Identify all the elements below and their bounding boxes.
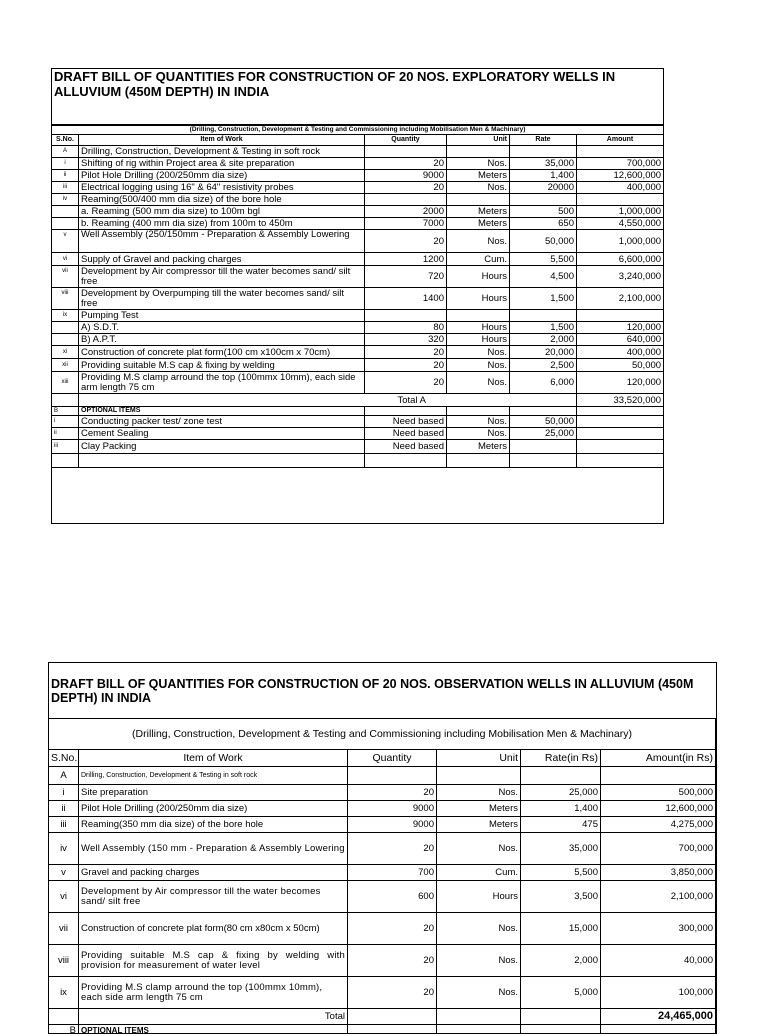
row-sno: ix bbox=[49, 977, 79, 1009]
row-item: Gravel and packing charges bbox=[79, 865, 348, 881]
row-amount: 500,000 bbox=[601, 785, 716, 801]
row-item: Providing suitable M.S cap & fixing by welding with provision for measurement of water level bbox=[79, 945, 348, 977]
row-quantity: Need based bbox=[365, 440, 447, 454]
row-unit: Nos. bbox=[447, 158, 510, 170]
row-quantity: 1400 bbox=[365, 288, 447, 310]
section-title: Drilling, Construction, Development & Testing in soft rock bbox=[79, 146, 365, 158]
table-row bbox=[49, 785, 716, 801]
row-quantity: 20 bbox=[348, 833, 437, 865]
row-unit: Hours bbox=[447, 288, 510, 310]
row-item: Shifting of rig within Project area & site preparation bbox=[79, 158, 365, 170]
row-unit: Nos. bbox=[447, 346, 510, 359]
optional-row bbox=[52, 416, 664, 428]
row-amount: 100,000 bbox=[601, 977, 716, 1009]
row-rate: 3,500 bbox=[521, 881, 601, 913]
row-sno: vii bbox=[52, 266, 79, 288]
row-unit: Nos. bbox=[437, 977, 521, 1009]
row-unit: Meters bbox=[437, 801, 521, 817]
row-item: Pilot Hole Drilling (200/250mm dia size) bbox=[79, 801, 348, 817]
row-sno: xiii bbox=[52, 372, 79, 394]
row-rate: 5,000 bbox=[521, 977, 601, 1009]
row-item: Providing M.S clamp arround the top (100mmx 10mm), each side arm length 75 cm bbox=[79, 977, 348, 1009]
row-sno: i bbox=[52, 158, 79, 170]
row-sno bbox=[52, 322, 79, 334]
row-unit: Cum. bbox=[447, 253, 510, 266]
row-amount: 2,100,000 bbox=[577, 288, 664, 310]
row-amount: 700,000 bbox=[577, 158, 664, 170]
row-quantity: 320 bbox=[365, 334, 447, 346]
row-item: Conducting packer test/ zone test bbox=[79, 416, 365, 428]
row-unit bbox=[447, 194, 510, 206]
row-sno: v bbox=[49, 865, 79, 881]
row-item: Development by Air compressor till the water becomes sand/ silt free bbox=[79, 266, 365, 288]
row-item: Reaming(500/400 mm dia size) of the bore hole bbox=[79, 194, 365, 206]
table-row bbox=[52, 158, 664, 170]
section-a-row bbox=[49, 767, 716, 785]
total-amount: 24,465,000 bbox=[601, 1009, 716, 1025]
subtitle: (Drilling, Construction, Development & Testing and Commissioning including Mobilisation Men & Machinary) bbox=[52, 126, 664, 135]
total-label: Total bbox=[79, 1009, 348, 1025]
row-item: A) S.D.T. bbox=[79, 322, 365, 334]
table-row bbox=[49, 865, 716, 881]
table-row bbox=[52, 218, 664, 230]
optional-title: OPTIONAL ITEMS bbox=[79, 407, 365, 416]
row-amount: 50,000 bbox=[577, 359, 664, 372]
table-row bbox=[49, 881, 716, 913]
row-item: Cement Sealing bbox=[79, 428, 365, 440]
optional-title: OPTIONAL ITEMS bbox=[79, 1025, 348, 1034]
row-item: Development by Overpumping till the water becomes sand/ silt free bbox=[79, 288, 365, 310]
row-rate: 650 bbox=[510, 218, 577, 230]
row-unit: Meters bbox=[447, 440, 510, 454]
header-amount: Amount bbox=[577, 135, 664, 146]
row-sno: ii bbox=[52, 428, 79, 440]
table-row bbox=[52, 310, 664, 322]
row-item: Well Assembly (250/150mm - Preparation & Assembly Lowering bbox=[79, 230, 365, 253]
table-row bbox=[52, 182, 664, 194]
row-quantity: 600 bbox=[348, 881, 437, 913]
row-sno: iv bbox=[52, 194, 79, 206]
row-rate: 50,000 bbox=[510, 416, 577, 428]
row-sno: ii bbox=[52, 170, 79, 182]
row-sno: iv bbox=[49, 833, 79, 865]
table-row bbox=[52, 346, 664, 359]
row-quantity: 20 bbox=[348, 945, 437, 977]
row-rate: 475 bbox=[521, 817, 601, 833]
row-quantity: 9000 bbox=[365, 170, 447, 182]
row-sno: iii bbox=[52, 440, 79, 454]
row-quantity: 20 bbox=[365, 372, 447, 394]
table-row bbox=[52, 266, 664, 288]
optional-sno: B bbox=[52, 407, 79, 416]
row-amount: 400,000 bbox=[577, 182, 664, 194]
row-item: Electrical logging using 16" & 64" resistivity probes bbox=[79, 182, 365, 194]
row-sno: iii bbox=[49, 817, 79, 833]
row-unit: Nos. bbox=[447, 428, 510, 440]
row-quantity: 20 bbox=[348, 977, 437, 1009]
row-unit: Cum. bbox=[437, 865, 521, 881]
table-row bbox=[49, 833, 716, 865]
row-quantity: 1200 bbox=[365, 253, 447, 266]
row-sno: viii bbox=[52, 288, 79, 310]
table-row bbox=[52, 194, 664, 206]
header-quantity: Quantity bbox=[348, 750, 437, 767]
row-item: Pumping Test bbox=[79, 310, 365, 322]
section-sno: A bbox=[49, 767, 79, 785]
row-amount: 4,550,000 bbox=[577, 218, 664, 230]
row-item: Well Assembly (150 mm - Preparation & Assembly Lowering bbox=[79, 833, 348, 865]
header-row bbox=[52, 135, 664, 146]
row-rate: 500 bbox=[510, 206, 577, 218]
bill-of-quantities-table bbox=[51, 125, 664, 468]
row-quantity: 80 bbox=[365, 322, 447, 334]
row-unit: Nos. bbox=[447, 416, 510, 428]
row-amount: 40,000 bbox=[601, 945, 716, 977]
row-item: Clay Packing bbox=[79, 440, 365, 454]
table-row bbox=[52, 170, 664, 182]
row-quantity: 700 bbox=[348, 865, 437, 881]
optional-sno: B bbox=[49, 1025, 79, 1034]
row-unit: Hours bbox=[447, 322, 510, 334]
subtitle-row bbox=[49, 719, 716, 750]
row-rate: 2,000 bbox=[521, 945, 601, 977]
row-item: a. Reaming (500 mm dia size) to 100m bgl bbox=[79, 206, 365, 218]
row-rate: 25,000 bbox=[521, 785, 601, 801]
row-unit: Hours bbox=[447, 266, 510, 288]
row-quantity: 20 bbox=[348, 785, 437, 801]
optional-header-row bbox=[49, 1025, 716, 1034]
row-amount: 400,000 bbox=[577, 346, 664, 359]
table-row bbox=[52, 288, 664, 310]
header-rate: Rate bbox=[510, 135, 577, 146]
row-sno: vi bbox=[52, 253, 79, 266]
row-amount: 1,000,000 bbox=[577, 206, 664, 218]
row-sno bbox=[52, 206, 79, 218]
row-quantity: Need based bbox=[365, 416, 447, 428]
row-amount: 300,000 bbox=[601, 913, 716, 945]
row-sno: i bbox=[49, 785, 79, 801]
row-quantity: 2000 bbox=[365, 206, 447, 218]
table-row bbox=[52, 253, 664, 266]
row-rate: 25,000 bbox=[510, 428, 577, 440]
table-row bbox=[52, 230, 664, 253]
row-item: Construction of concrete plat form(100 cm x100cm x 70cm) bbox=[79, 346, 365, 359]
row-quantity: 9000 bbox=[348, 817, 437, 833]
row-sno bbox=[52, 334, 79, 346]
total-amount: 33,520,000 bbox=[577, 394, 664, 407]
header-quantity: Quantity bbox=[365, 135, 447, 146]
row-quantity: 20 bbox=[348, 913, 437, 945]
row-rate bbox=[510, 194, 577, 206]
row-sno: viii bbox=[49, 945, 79, 977]
empty-row bbox=[52, 454, 664, 468]
row-amount: 12,600,000 bbox=[601, 801, 716, 817]
row-sno: xi bbox=[52, 346, 79, 359]
row-unit: Hours bbox=[447, 334, 510, 346]
row-quantity: Need based bbox=[365, 428, 447, 440]
row-item: Providing suitable M.S cap & fixing by welding bbox=[79, 359, 365, 372]
row-unit bbox=[447, 310, 510, 322]
row-unit: Nos. bbox=[447, 230, 510, 253]
row-unit: Meters bbox=[447, 170, 510, 182]
row-rate: 5,500 bbox=[521, 865, 601, 881]
table-row bbox=[49, 817, 716, 833]
row-amount: 3,850,000 bbox=[601, 865, 716, 881]
row-rate: 1,500 bbox=[510, 288, 577, 310]
row-item: Reaming(350 mm dia size) of the bore hole bbox=[79, 817, 348, 833]
row-rate: 15,000 bbox=[521, 913, 601, 945]
row-sno: vii bbox=[49, 913, 79, 945]
row-item: Development by Air compressor till the water becomes sand/ silt free bbox=[79, 881, 348, 913]
header-unit: Unit bbox=[437, 750, 521, 767]
sheet-title: DRAFT BILL OF QUANTITIES FOR CONSTRUCTION OF 20 NOS. OBSERVATION WELLS IN ALLUVIUM (450M DEPTH) IN INDIA bbox=[49, 663, 716, 719]
row-amount: 700,000 bbox=[601, 833, 716, 865]
bill-of-quantities-table bbox=[48, 719, 716, 1034]
table-row bbox=[49, 913, 716, 945]
row-unit: Nos. bbox=[437, 785, 521, 801]
row-amount bbox=[577, 194, 664, 206]
row-sno bbox=[52, 218, 79, 230]
row-sno: i bbox=[52, 416, 79, 428]
sheet-title: DRAFT BILL OF QUANTITIES FOR CONSTRUCTION OF 20 NOS. EXPLORATORY WELLS IN ALLUVIUM (450M DEPTH) IN INDIA bbox=[52, 69, 663, 125]
header-sno: S.No. bbox=[49, 750, 79, 767]
row-item: Providing M.S clamp arround the top (100mmx 10mm), each side arm length 75 cm bbox=[79, 372, 365, 394]
row-sno: xii bbox=[52, 359, 79, 372]
row-rate: 50,000 bbox=[510, 230, 577, 253]
header-item: Item of Work bbox=[79, 135, 365, 146]
row-item: B) A.P.T. bbox=[79, 334, 365, 346]
row-amount: 640,000 bbox=[577, 334, 664, 346]
header-rate: Rate(in Rs) bbox=[521, 750, 601, 767]
row-rate bbox=[510, 440, 577, 454]
row-quantity: 9000 bbox=[348, 801, 437, 817]
table-row bbox=[49, 977, 716, 1009]
row-rate: 6,000 bbox=[510, 372, 577, 394]
row-rate: 2,000 bbox=[510, 334, 577, 346]
row-rate: 5,500 bbox=[510, 253, 577, 266]
table-row bbox=[52, 334, 664, 346]
table-row bbox=[49, 801, 716, 817]
table-row bbox=[52, 206, 664, 218]
row-unit: Meters bbox=[437, 817, 521, 833]
row-quantity: 20 bbox=[365, 359, 447, 372]
row-unit: Nos. bbox=[447, 182, 510, 194]
row-unit: Nos. bbox=[437, 833, 521, 865]
header-item: Item of Work bbox=[79, 750, 348, 767]
row-rate: 20,000 bbox=[510, 346, 577, 359]
table-row bbox=[52, 359, 664, 372]
row-unit: Nos. bbox=[437, 945, 521, 977]
row-unit: Hours bbox=[437, 881, 521, 913]
row-unit: Nos. bbox=[437, 913, 521, 945]
subtitle: (Drilling, Construction, Development & Testing and Commissioning including Mobilisation Men & Machinary) bbox=[49, 719, 716, 750]
row-quantity bbox=[365, 194, 447, 206]
header-unit: Unit bbox=[447, 135, 510, 146]
observation-wells-sheet bbox=[48, 662, 717, 1034]
row-quantity: 7000 bbox=[365, 218, 447, 230]
table-row bbox=[49, 945, 716, 977]
row-amount: 3,240,000 bbox=[577, 266, 664, 288]
header-sno: S.No. bbox=[52, 135, 79, 146]
row-rate bbox=[510, 310, 577, 322]
row-rate: 35,000 bbox=[521, 833, 601, 865]
row-sno: iii bbox=[52, 182, 79, 194]
row-amount: 4,275,000 bbox=[601, 817, 716, 833]
row-amount bbox=[577, 310, 664, 322]
table-row bbox=[52, 322, 664, 334]
total-row bbox=[49, 1009, 716, 1025]
total-row bbox=[52, 394, 664, 407]
row-sno: ix bbox=[52, 310, 79, 322]
row-amount: 1,000,000 bbox=[577, 230, 664, 253]
row-rate: 1,400 bbox=[521, 801, 601, 817]
row-rate: 20000 bbox=[510, 182, 577, 194]
row-unit: Meters bbox=[447, 206, 510, 218]
subtitle-row bbox=[52, 126, 664, 135]
row-unit: Meters bbox=[447, 218, 510, 230]
row-rate: 2,500 bbox=[510, 359, 577, 372]
row-item: Supply of Gravel and packing charges bbox=[79, 253, 365, 266]
row-item: Pilot Hole Drilling (200/250mm dia size) bbox=[79, 170, 365, 182]
row-unit: Nos. bbox=[447, 359, 510, 372]
row-quantity bbox=[365, 310, 447, 322]
section-title: Drilling, Construction, Development & Testing in soft rock bbox=[79, 767, 348, 785]
row-amount: 12,600,000 bbox=[577, 170, 664, 182]
row-quantity: 20 bbox=[365, 230, 447, 253]
row-amount: 120,000 bbox=[577, 372, 664, 394]
row-amount: 6,600,000 bbox=[577, 253, 664, 266]
table-row bbox=[52, 372, 664, 394]
row-item: Site preparation bbox=[79, 785, 348, 801]
row-rate: 4,500 bbox=[510, 266, 577, 288]
row-quantity: 20 bbox=[365, 346, 447, 359]
header-amount: Amount(in Rs) bbox=[601, 750, 716, 767]
optional-row bbox=[52, 440, 664, 454]
row-amount: 2,100,000 bbox=[601, 881, 716, 913]
row-unit: Nos. bbox=[447, 372, 510, 394]
section-sno: A bbox=[52, 146, 79, 158]
row-amount: 120,000 bbox=[577, 322, 664, 334]
row-sno: ii bbox=[49, 801, 79, 817]
row-rate: 35,000 bbox=[510, 158, 577, 170]
section-a-row bbox=[52, 146, 664, 158]
row-quantity: 20 bbox=[365, 182, 447, 194]
exploratory-wells-sheet bbox=[51, 68, 664, 524]
row-item: b. Reaming (400 mm dia size) from 100m to 450m bbox=[79, 218, 365, 230]
optional-row bbox=[52, 428, 664, 440]
row-item: Construction of concrete plat form(80 cm x80cm x 50cm) bbox=[79, 913, 348, 945]
row-quantity: 20 bbox=[365, 158, 447, 170]
total-label: Total A bbox=[79, 394, 577, 407]
row-quantity: 720 bbox=[365, 266, 447, 288]
row-rate: 1,500 bbox=[510, 322, 577, 334]
optional-header-row bbox=[52, 407, 664, 416]
row-sno: v bbox=[52, 230, 79, 253]
row-rate: 1,400 bbox=[510, 170, 577, 182]
row-sno: vi bbox=[49, 881, 79, 913]
header-row bbox=[49, 750, 716, 767]
